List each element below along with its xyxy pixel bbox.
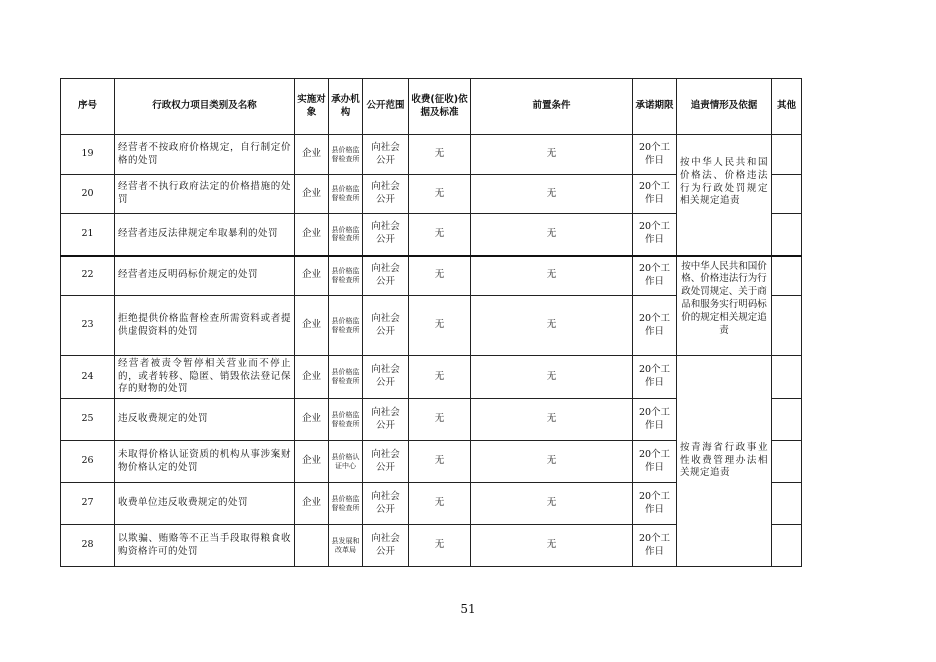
deadline-cell: 20个工作日 (633, 296, 677, 356)
item-cell: 拒绝提供价格监督检查所需资料或者提供虚假资料的处罚 (115, 296, 295, 356)
item-cell: 经营者违反明码标价规定的处罚 (115, 256, 295, 296)
seq-cell: 21 (61, 214, 115, 256)
other-cell (772, 356, 802, 399)
fee-cell: 无 (409, 441, 471, 483)
page-number: 51 (460, 602, 476, 616)
header-liability: 追责情形及依据 (677, 79, 772, 135)
fee-cell: 无 (409, 399, 471, 441)
deadline-cell: 20个工作日 (633, 441, 677, 483)
fee-cell: 无 (409, 356, 471, 399)
header-target: 实施对象 (295, 79, 329, 135)
target-cell: 企业 (295, 441, 329, 483)
seq-cell: 28 (61, 525, 115, 567)
agency-cell: 县价格监督检查所 (329, 175, 363, 214)
precondition-cell: 无 (471, 399, 633, 441)
seq-cell: 23 (61, 296, 115, 356)
scope-cell: 向社会公开 (363, 441, 409, 483)
header-item: 行政权力项目类别及名称 (115, 79, 295, 135)
scope-cell: 向社会公开 (363, 356, 409, 399)
item-cell: 未取得价格认证资质的机构从事涉案财物价格认定的处罚 (115, 441, 295, 483)
precondition-cell: 无 (471, 483, 633, 525)
precondition-cell: 无 (471, 256, 633, 296)
scope-cell: 向社会公开 (363, 256, 409, 296)
target-cell: 企业 (295, 399, 329, 441)
agency-cell: 县价格监督检查所 (329, 356, 363, 399)
agency-cell: 县价格认证中心 (329, 441, 363, 483)
fee-cell: 无 (409, 296, 471, 356)
target-cell: 企业 (295, 356, 329, 399)
liability-group-1: 按中华人民共和国价格法、价格违法行为行政处罚规定相关规定追责 (677, 135, 772, 256)
liability-cell-empty (772, 525, 802, 567)
seq-cell: 27 (61, 483, 115, 525)
deadline-cell: 20个工作日 (633, 256, 677, 296)
agency-cell: 县价格监督检查所 (329, 483, 363, 525)
item-cell: 收费单位违反收费规定的处罚 (115, 483, 295, 525)
item-cell: 经营者违反法律规定牟取暴利的处罚 (115, 214, 295, 256)
deadline-cell: 20个工作日 (633, 356, 677, 399)
fee-cell: 无 (409, 256, 471, 296)
deadline-cell: 20个工作日 (633, 483, 677, 525)
target-cell: 企业 (295, 214, 329, 256)
agency-cell: 县发展和改革局 (329, 525, 363, 567)
precondition-cell: 无 (471, 175, 633, 214)
liability-group-2: 按中华人民共和国价格、价格违法行为行政处罚规定、关于商品和服务实行明码标价的规定相关规定追责 (677, 256, 772, 356)
fee-cell: 无 (409, 135, 471, 175)
seq-cell: 24 (61, 356, 115, 399)
seq-cell: 19 (61, 135, 115, 175)
item-cell: 违反收费规定的处罚 (115, 399, 295, 441)
header-agency: 承办机构 (329, 79, 363, 135)
agency-cell: 县价格监督检查所 (329, 256, 363, 296)
seq-cell: 20 (61, 175, 115, 214)
item-cell: 经营者不执行政府法定的价格措施的处罚 (115, 175, 295, 214)
precondition-cell: 无 (471, 525, 633, 567)
other-cell (772, 214, 802, 256)
table-row (61, 356, 802, 399)
scope-cell: 向社会公开 (363, 175, 409, 214)
deadline-cell: 20个工作日 (633, 175, 677, 214)
deadline-cell: 20个工作日 (633, 214, 677, 256)
scope-cell: 向社会公开 (363, 135, 409, 175)
header-fee: 收费(征收)依据及标准 (409, 79, 471, 135)
header-deadline: 承诺期限 (633, 79, 677, 135)
table-row (61, 135, 802, 175)
deadline-cell: 20个工作日 (633, 399, 677, 441)
other-cell (772, 399, 802, 441)
item-cell: 以欺骗、贿赂等不正当手段取得粮食收购资格许可的处罚 (115, 525, 295, 567)
target-cell (295, 525, 329, 567)
scope-cell: 向社会公开 (363, 399, 409, 441)
deadline-cell: 20个工作日 (633, 525, 677, 567)
seq-cell: 25 (61, 399, 115, 441)
fee-cell: 无 (409, 483, 471, 525)
other-cell (772, 441, 802, 483)
deadline-cell: 20个工作日 (633, 135, 677, 175)
liability-group-3: 按青海省行政事业性收费管理办法相关规定追责 (677, 356, 772, 567)
target-cell: 企业 (295, 135, 329, 175)
agency-cell: 县价格监督检查所 (329, 399, 363, 441)
agency-cell: 县价格监督检查所 (329, 214, 363, 256)
fee-cell: 无 (409, 175, 471, 214)
other-cell (772, 296, 802, 356)
agency-cell: 县价格监督检查所 (329, 296, 363, 356)
target-cell: 企业 (295, 175, 329, 214)
table-row (61, 256, 802, 296)
target-cell: 企业 (295, 483, 329, 525)
precondition-cell: 无 (471, 135, 633, 175)
admin-power-table (60, 78, 802, 567)
header-scope: 公开范围 (363, 79, 409, 135)
other-cell (772, 175, 802, 214)
item-cell: 经营者被责令暂停相关营业而不停止的，或者转移、隐匿、销毁依法登记保存的财物的处罚 (115, 356, 295, 399)
header-row (61, 79, 802, 135)
header-precondition: 前置条件 (471, 79, 633, 135)
scope-cell: 向社会公开 (363, 483, 409, 525)
header-seq: 序号 (61, 79, 115, 135)
agency-cell: 县价格监督检查所 (329, 135, 363, 175)
precondition-cell: 无 (471, 356, 633, 399)
seq-cell: 26 (61, 441, 115, 483)
fee-cell: 无 (409, 525, 471, 567)
fee-cell: 无 (409, 214, 471, 256)
precondition-cell: 无 (471, 441, 633, 483)
scope-cell: 向社会公开 (363, 296, 409, 356)
target-cell: 企业 (295, 296, 329, 356)
item-cell: 经营者不按政府价格规定，自行制定价格的处罚 (115, 135, 295, 175)
precondition-cell: 无 (471, 296, 633, 356)
scope-cell: 向社会公开 (363, 214, 409, 256)
precondition-cell: 无 (471, 214, 633, 256)
scope-cell: 向社会公开 (363, 525, 409, 567)
other-cell (772, 483, 802, 525)
header-other: 其他 (772, 79, 802, 135)
seq-cell: 22 (61, 256, 115, 296)
target-cell: 企业 (295, 256, 329, 296)
other-cell (772, 256, 802, 296)
other-cell (772, 135, 802, 175)
